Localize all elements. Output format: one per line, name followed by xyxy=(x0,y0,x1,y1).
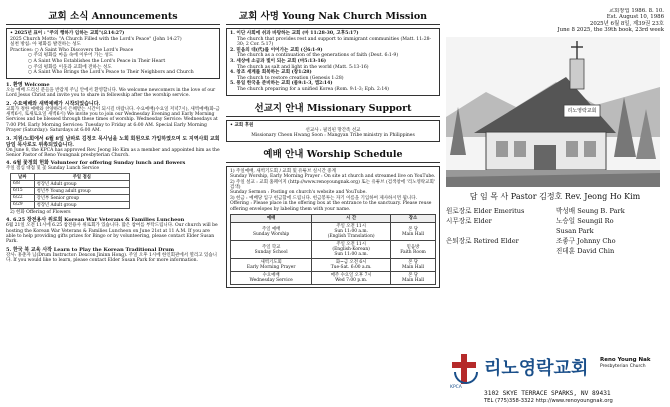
mission-item xyxy=(230,70,436,81)
table-row xyxy=(231,215,436,223)
table-cell: 본 당 Main Hall xyxy=(391,272,436,285)
table-cell: 청년부 Young adult group xyxy=(34,187,129,194)
church-illustration xyxy=(446,37,660,187)
cover-column xyxy=(446,8,664,403)
announcement-item xyxy=(6,247,220,264)
table-cell: 6/29 xyxy=(11,201,35,208)
table-cell: 주일 오전 11시 (English·Korean) Sun 11:00 a.m. xyxy=(312,241,391,259)
table-header: 예배 xyxy=(231,215,312,223)
mission-en: The church preparing for a unified Korea (Rom. 9:1-3; Eph. 2:14) xyxy=(237,86,389,92)
mission-en: The church to restore creation (Genesis 1:28) xyxy=(237,75,344,81)
worship-schedule-table xyxy=(230,214,436,285)
elder-name: Susan Park xyxy=(556,226,594,235)
elder-name: 조좋구 Johnny Cho xyxy=(556,236,616,245)
mission-title: 교회 사명 Young Nak Church Mission xyxy=(226,8,440,25)
announcement-head: 2. 수요예배와 새벽예배가 시작되었습니다. xyxy=(6,100,101,107)
table-row xyxy=(11,180,130,187)
support-title: 선교지 안내 Missionary Support xyxy=(226,100,440,117)
announcement-item xyxy=(6,217,220,245)
table-cell: 수요예배 Wednesday Service xyxy=(231,272,312,285)
church-building-image xyxy=(446,37,660,187)
church-address: 3102 SKYE TERRACE SPARKS, NV 89431 xyxy=(484,390,611,397)
motto-line: ○ 주의 평화를 이웃과 교회에 전하는 성도 xyxy=(28,64,112,70)
support-box xyxy=(226,120,440,142)
elder-role: 원로장로 Elder Emeritus xyxy=(446,206,525,215)
announcement-head: 4. 6.25 장전용사 위로회 Korean War Veterans & Families Luncheon xyxy=(6,217,185,224)
elder-name: 진데훈 David Chin xyxy=(556,246,615,255)
table-cell: 청장년 Adult group xyxy=(34,180,129,187)
mission-item xyxy=(230,48,436,59)
mission-list xyxy=(226,28,440,96)
announcement-body: On June 8, the KPCA has approved Rev. Jeong Ho Kim as a member and appointed him as the Senior Pastor of Reno Youngnak presbyterian Church. xyxy=(6,147,220,158)
church-logo-block xyxy=(448,350,662,403)
table-row xyxy=(11,201,130,208)
founding-date: 교회창립 1986. 8. 10. xyxy=(608,8,664,14)
table-row xyxy=(231,241,436,259)
announcements-column xyxy=(6,8,220,403)
church-sign: 리노영락교회 xyxy=(567,107,597,114)
motto-line: ○ A Saint Who Brings the Lord's Peace to Their Neighbors and Church xyxy=(28,70,194,76)
schedule-title: 예배 안내 Worship Schedule xyxy=(226,146,440,163)
mission-item xyxy=(230,31,436,48)
announcement-body: 교회가 정한 예배와 찬양하라시 은혜받는 시간이 되시길 바랍니다. 수요예배(수요일 저녁7시), 새벽예배(화-금 새벽6시, 토새토요일 새벽6시) We invite you to join our Wednesday Evening and Early Morning Services and be blessed through these times of worship. Wednesday Service: Wednesdays at 7:00 PM. Early Morning Services: Tuesday to Friday at 6:00 AM. Special Early Morning Prayer (Saturday): Saturdays at 6:00 AM. xyxy=(6,106,220,134)
elder-role xyxy=(446,226,556,236)
table-header: 시 간 xyxy=(312,215,391,223)
motto-line: Practices: ○ A Saint Who Discovers the Lord's Peace xyxy=(10,47,134,53)
announcement-item xyxy=(6,160,220,171)
table-cell: 매주 수요일 오후 7시 Wed 7:00 p.m. xyxy=(312,272,391,285)
announcement-item xyxy=(6,82,220,99)
mission-ko: 4. 창조 세계를 회복하는 교회 (창1:28) xyxy=(230,70,312,76)
schedule-line: 3) 헌금 : 예배당 입구 헌금함에 드립니다. 헌금봉투는 자기 이름을 기입하여 제사하시면 됩니다. xyxy=(230,195,417,201)
announcements-title: 교회 소식 Announcements xyxy=(6,8,220,25)
table-cell: 6/22 xyxy=(11,194,35,201)
announcement-head: 3. 지원/노회에서 6월 8일 남파로 김정오 목사님을 노회 회원으로 가입하였으며 도 지역사회 교회 담임 목사로도 위촉되었습니다. xyxy=(6,135,220,148)
logo-english-name: Reno Young Nak xyxy=(600,357,651,363)
announcement-body: 오늘 예배 드리신 분들을 반갑게 주님 안에서 환영합니다. We welcome newcomers in the love of our Lord Jesus Christ and invite you to share in fellowship after the worship service. xyxy=(6,87,216,99)
elder-row xyxy=(446,206,664,216)
mission-ko: 3. 세상에 소금과 빛이 되는 교회 (마5:13-16) xyxy=(230,58,327,64)
elder-name: 박성배 Seung B. Park xyxy=(556,206,625,215)
table-header: 주일 점심 xyxy=(34,173,129,180)
support-line: 선교사 : 필리핀 망간족 선교 xyxy=(305,127,361,133)
elder-row xyxy=(446,236,664,246)
issue-date-en: June 8 2025, the 39th book, 23rd week xyxy=(557,27,664,34)
table-cell: 장년부 Senior group xyxy=(34,194,129,201)
schedule-box xyxy=(226,166,440,288)
kpca-badge: KPCA xyxy=(450,385,462,390)
table-header: 날짜 xyxy=(11,173,35,180)
pastor-line: 담 임 목 사 Pastor 김정호 Rev. Jeong Ho Kim xyxy=(469,191,641,201)
table-row xyxy=(231,223,436,241)
issue-date: 2025년 6월 8일, 제39권 23호 xyxy=(589,20,664,27)
mission-en: The church as salt and light in the world (Matt. 5:13-16) xyxy=(237,64,369,70)
announcement-body: 6월 21일 오전 11시에 6.25 참전용사 위로회가 있습니다. 많은 참여를 부탁드립니다. Our church will be hosting the Korean War Veterans & Families Luncheon on June 21st at 11 A.M. If you are able to help providing gifts prizes for Bingo or by volunteering, please contact Elder Susan Park. xyxy=(6,223,218,245)
schedule-line: Sunday Worship, Early Morning Prayer : On site at church and streamed live on YouTube. xyxy=(230,174,436,180)
announcement-head: 1. 환영 Welcome xyxy=(6,81,50,88)
motto-line: ○ A Saint Who Establishes the Lord's Peace in Their Heart xyxy=(28,58,166,64)
elder-role xyxy=(446,246,556,256)
schedule-line: 1) 주일예배, 새벽기도회 / 교회 및 유튜브 실시간 중계 xyxy=(230,168,336,174)
logo-english-sub: Presbyterian Church xyxy=(600,364,646,369)
mission-en: The church that provides rest and support to immigrant communities (Matt. 11:28-30; 2 Cor. 5:17) xyxy=(237,36,432,48)
table-cell: 믿음방 Faith Room xyxy=(391,241,436,259)
table-row xyxy=(11,194,130,201)
motto-box xyxy=(6,28,220,79)
mission-item xyxy=(230,59,436,70)
mission-ko: 1. 이단 사회에 쉬과 바탕하는 교회 (마 11:28-30, 고후5:17) xyxy=(230,31,359,36)
elder-row xyxy=(446,246,664,256)
schedule-line: 2) 주일 설교 : 교회 홈페이지 (http://www.renoyoungnak.org) 또는 유튜브 (검색창에 '리노영락교회' 검색) xyxy=(230,179,436,190)
elder-row xyxy=(446,226,664,236)
table-cell: 주일 학교 Sunday School xyxy=(231,241,312,259)
motto-line: ○ 주의 평화를 마음 속에 이루어 가는 성도 xyxy=(28,53,114,59)
church-contact: TEL (775)358-3322 http://www.renoyoungnak.org xyxy=(484,398,613,403)
mission-column xyxy=(226,8,440,403)
flowers-note: 2) 헌화 Offering of Flowers xyxy=(10,209,71,215)
logo-korean-name: 리노영락교회 xyxy=(484,358,589,379)
motto-line: 2025 Church Motto: "A Church Filled with the Lord's Peace" (John 14:27) xyxy=(10,36,182,42)
announcement-head: 5. 한국 북 교육 사작 Learn to Play the Korean Traditional Drum xyxy=(6,246,175,253)
table-row xyxy=(11,173,130,180)
table-cell: 주일 오전 11시 Sun 11:00 a.m. (English Translation) xyxy=(312,223,391,241)
table-header: 장소 xyxy=(391,215,436,223)
table-cell: 본 당 Main Hall xyxy=(391,259,436,272)
issue-header xyxy=(446,8,664,34)
mission-ko: 5. 통일 한국을 준비하는 교회 (롬9:1-3, 엡2:14) xyxy=(230,81,333,87)
table-cell: 6/8 xyxy=(11,180,35,187)
table-cell: 6/15 xyxy=(11,187,35,194)
table-cell: 청장년 Adult group xyxy=(34,201,129,208)
table-row xyxy=(231,259,436,272)
announcement-body: 주일 점심 대접 및 꽃 Sunday Lunch Service xyxy=(6,166,100,172)
announcement-body: 강사: 홍춘자 님(Drum Instructor: Dexcon Jininn Hong). 주일 오후 1시에 한인회관에서 열리고 있습니다. If you would like to learn, please contact Elder Susan Park for more information. xyxy=(6,252,218,264)
elders-list xyxy=(446,206,664,256)
elder-role: 은퇴장로 Retired Elder xyxy=(446,236,519,245)
schedule-line: Sunday Sermon : Posting on church's website and YouTube. xyxy=(230,190,367,196)
motto-line: 실천 방침: 아 평화를 발견하는 성도 xyxy=(10,42,81,48)
announcement-item xyxy=(6,101,220,134)
cross-logo-icon xyxy=(452,354,476,384)
elder-name: 노승일 Seungil Ro xyxy=(556,216,614,225)
announcement-head: 4. 6월 꽃정회 헌화 Volunteer for offering Sunday lunch and flowers xyxy=(6,160,186,167)
schedule-line: Offering : Please place in the offering box at the entrance to the sanctuary. Please reuse offering envelopes by labeling them with your name. xyxy=(230,201,432,212)
mission-item xyxy=(230,81,436,92)
mission-en: The church as a continuation of the generations of faith (Deut. 6:1-9) xyxy=(237,53,399,59)
table-cell: 새벽기도회 Early Morning Prayer xyxy=(231,259,312,272)
announcement-item xyxy=(6,136,220,159)
elder-role: 시무장로 Elder xyxy=(446,216,492,225)
motto-line: • 2025년 표어 : "주의 행하가 임하는 교회"(요14:27) xyxy=(10,31,125,36)
support-line: Missionary Cheon Hwang Soon : Mangyan Tribe ministry in Philippines xyxy=(251,133,415,139)
table-cell: 본 당 Main Hall xyxy=(391,223,436,241)
support-line: • 교회 후원 xyxy=(230,122,254,128)
lunch-schedule-table xyxy=(10,173,130,209)
founding-date-en: Est. August 10, 1986 xyxy=(606,14,664,21)
table-row xyxy=(11,187,130,194)
mission-ko: 2. 믿음의 대(代)를 이어가는 교회 (신6:1-9) xyxy=(230,47,323,53)
table-row xyxy=(231,272,436,285)
table-cell: 화~금 오전 6시 Tue-Sat. 6:00 a.m. xyxy=(312,259,391,272)
table-cell: 주일 예배 Sunday Worship xyxy=(231,223,312,241)
elder-row xyxy=(446,216,664,226)
